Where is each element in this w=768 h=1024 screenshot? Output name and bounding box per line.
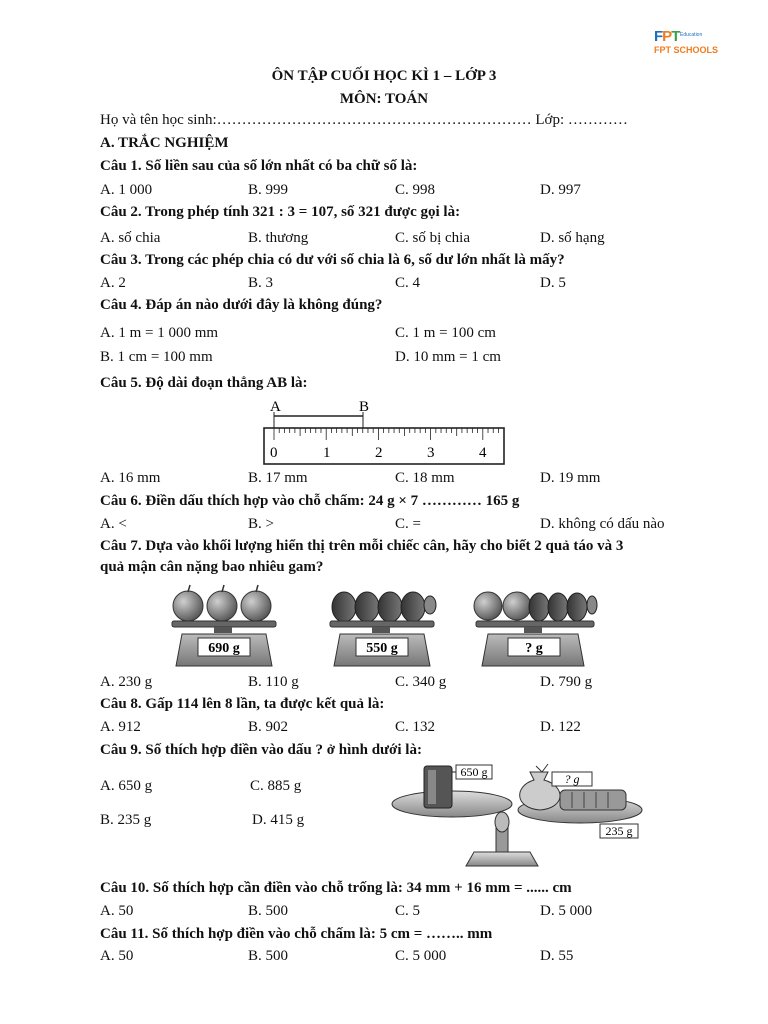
q11-option-d: D. 55 (540, 948, 574, 964)
q5-option-b: B. 17 mm (248, 470, 308, 486)
q1-option-c: C. 998 (395, 182, 436, 198)
q4-option-c: C. 1 m = 100 cm (395, 325, 496, 341)
q8-option-c: C. 132 (395, 719, 436, 735)
question-6: Câu 6. Điền dấu thích hợp vào chỗ chấm: 24 g × 7 ………… 165 g (100, 493, 520, 509)
q10-option-a: A. 50 (100, 903, 134, 919)
q8-option-d: D. 122 (540, 719, 581, 735)
ruler-tick-label-4: 4 (479, 445, 487, 461)
apples-group (173, 585, 271, 621)
q4-option-d: D. 10 mm = 1 cm (395, 349, 501, 365)
question-4: Câu 4. Đáp án nào dưới đây là không đúng? (100, 297, 383, 313)
logo-schools: FPT SCHOOLS (654, 45, 719, 55)
q6-option-b: B. > (248, 516, 274, 532)
question-11: Câu 11. Số thích hợp điền vào chỗ chấm là: 5 cm = …….. mm (100, 926, 493, 942)
q4-option-a: A. 1 m = 1 000 mm (100, 325, 219, 341)
q8-option-a: A. 912 (100, 719, 141, 735)
q1-option-d: D. 997 (540, 182, 581, 198)
point-b-label: B (359, 399, 370, 415)
section-a-heading: A. TRẮC NGHIỆM (100, 135, 229, 151)
q6-option-c: C. = (395, 516, 421, 532)
q6-option-a: A. < (100, 516, 127, 532)
q11-option-c: C. 5 000 (395, 948, 447, 964)
q9-option-c: C. 885 g (250, 778, 302, 794)
q6-option-d: D. không có dấu nào (540, 516, 665, 532)
ruler-tick-label-1: 1 (323, 445, 331, 461)
q3-option-d: D. 5 (540, 275, 566, 291)
balance-figure (390, 758, 650, 870)
plums-group (332, 592, 436, 622)
scale-1-reading: 690 g (208, 641, 240, 656)
question-5: Câu 5. Độ dài đoạn thẳng AB là: (100, 375, 308, 391)
q10-option-d: D. 5 000 (540, 903, 593, 919)
q1-option-b: B. 999 (248, 182, 289, 198)
student-name-line: Họ và tên học sinh:……………………………………………………… Lớp: ………… (100, 112, 628, 128)
q2-option-d: D. số hạng (540, 230, 605, 246)
q3-option-c: C. 4 (395, 275, 421, 291)
q2-option-c: C. số bị chia (395, 230, 470, 246)
q5-option-c: C. 18 mm (395, 470, 455, 486)
ruler-tick-label-0: 0 (270, 445, 278, 461)
scale-2 (330, 592, 436, 666)
q5-option-d: D. 19 mm (540, 470, 601, 486)
question-3: Câu 3. Trong các phép chia có dư với số chia là 6, số dư lớn nhất là mấy? (100, 252, 565, 268)
bag-object (520, 764, 560, 810)
q11-option-a: A. 50 (100, 948, 134, 964)
q9-option-d: D. 415 g (252, 812, 305, 828)
ruler-tick-label-3: 3 (427, 445, 435, 461)
scales-figure (168, 580, 608, 672)
question-1: Câu 1. Số liền sau của số lớn nhất có ba chữ số là: (100, 158, 418, 174)
ruler-figure (258, 398, 510, 470)
scale-3-reading: ? g (525, 641, 543, 656)
q4-option-b: B. 1 cm = 100 mm (100, 349, 213, 365)
q2-option-a: A. số chia (100, 230, 161, 246)
scale-3 (474, 592, 597, 666)
q8-option-b: B. 902 (248, 719, 289, 735)
q10-option-c: C. 5 (395, 903, 421, 919)
q1-option-a: A. 1 000 (100, 182, 153, 198)
scale-1 (172, 585, 276, 666)
question-2: Câu 2. Trong phép tính 321 : 3 = 107, số 321 được gọi là: (100, 204, 461, 220)
page-title: ÔN TẬP CUỐI HỌC KÌ 1 – LỚP 3 (271, 68, 497, 84)
q10-option-b: B. 500 (248, 903, 289, 919)
logo-education: Education (680, 32, 703, 38)
tag-235-text: 235 g (605, 824, 633, 838)
point-a-label: A (270, 399, 281, 415)
box-object (424, 766, 452, 808)
q7-option-d: D. 790 g (540, 674, 593, 690)
logo-fpt: FPT (654, 28, 680, 45)
question-9: Câu 9. Số thích hợp điền vào dấu ? ở hình dưới là: (100, 742, 422, 758)
apples-plums-group (474, 592, 597, 621)
question-7: Câu 7. Dựa vào khối lượng hiển thị trên mỗi chiếc cân, hãy cho biết 2 quả táo và 3 (100, 538, 624, 554)
q7-option-b: B. 110 g (248, 674, 299, 690)
fpt-schools-logo (654, 28, 724, 68)
q9-option-a: A. 650 g (100, 778, 153, 794)
question-8: Câu 8. Gấp 114 lên 8 lần, ta được kết quả là: (100, 696, 385, 712)
ruler-body (264, 428, 504, 464)
tag-650-text: 650 g (460, 765, 488, 779)
q3-option-b: B. 3 (248, 275, 274, 291)
q11-option-b: B. 500 (248, 948, 289, 964)
q2-option-b: B. thương (248, 230, 309, 246)
bread-object (560, 790, 626, 810)
q3-option-a: A. 2 (100, 275, 126, 291)
ruler-tick-label-2: 2 (375, 445, 383, 461)
q7-option-c: C. 340 g (395, 674, 447, 690)
tag-unknown-text: ? g (564, 772, 580, 786)
balance-base (466, 812, 538, 866)
subject-title: MÔN: TOÁN (339, 91, 429, 107)
q5-option-a: A. 16 mm (100, 470, 161, 486)
q9-option-b: B. 235 g (100, 812, 152, 828)
q7-option-a: A. 230 g (100, 674, 153, 690)
question-7-line-2: quả mận cân nặng bao nhiêu gam? (100, 559, 324, 575)
question-10: Câu 10. Số thích hợp cần điền vào chỗ trống là: 34 mm + 16 mm = ...... cm (100, 880, 572, 896)
scale-2-reading: 550 g (366, 641, 398, 656)
